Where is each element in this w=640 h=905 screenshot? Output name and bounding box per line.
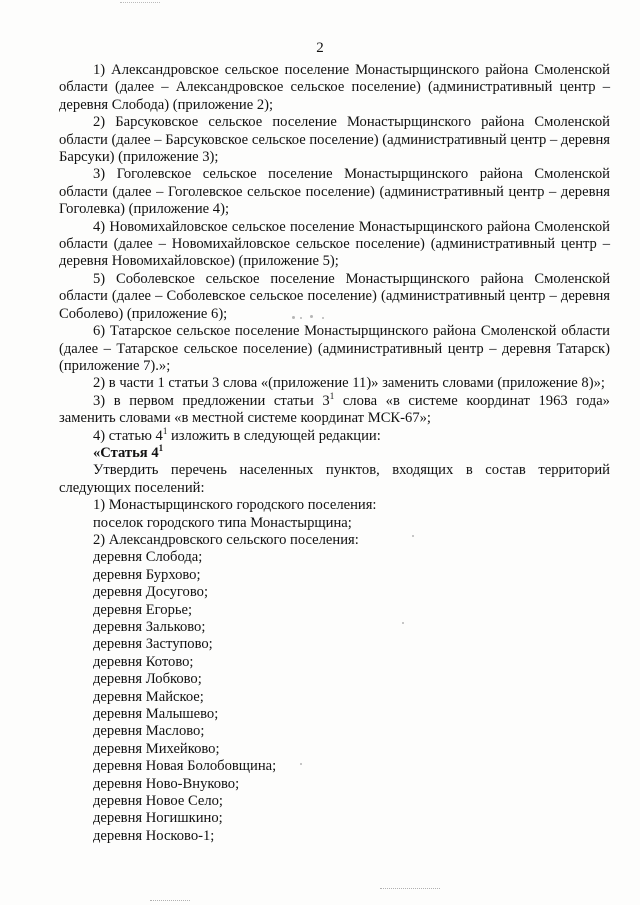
list-item: поселок городского типа Монастырщина; — [93, 514, 352, 531]
scan-speck — [300, 763, 302, 765]
amendment-3-superscript: 1 — [329, 390, 335, 401]
scan-speck — [322, 317, 324, 319]
list-item: деревня Носково-1; — [93, 827, 215, 844]
list-item: деревня Досугово; — [93, 584, 208, 601]
scan-artifact-bottom — [150, 900, 190, 901]
settlement-1-title: 1) Монастырщинского городского поселения: — [93, 497, 377, 514]
document-body — [59, 62, 610, 845]
list-item: деревня Майское; — [93, 688, 204, 705]
item-1: 1) Александровское сельское поселение Монастырщинского района Смоленской области (далее – Александровское сельское поселение) (административный центр – деревня Слобода) (приложение 2); — [59, 62, 610, 113]
amendment-2: 2) в части 1 статьи 3 слова «(приложение 11)» заменить словами (приложение 8)»; — [93, 375, 605, 392]
item-5: 5) Соболевское сельское поселение Монастырщинского района Смоленской области (далее – Соболевское сельское поселение) (административный центр – деревня Соболево) (приложение 6); — [59, 270, 610, 322]
amendment-3 — [59, 390, 610, 428]
list-item: деревня Егорье; — [93, 601, 193, 618]
list-item: деревня Заступово; — [93, 636, 213, 653]
article-heading — [59, 442, 610, 462]
item-2: 2) Барсуковское сельское поселение Монастырщинского района Смоленской области (далее – Барсуковское сельское поселение) (административный центр – деревня Барсуки) (приложение 3); — [59, 114, 610, 166]
scan-artifact-bottom — [380, 888, 440, 889]
scan-speck — [402, 622, 404, 624]
list-item: деревня Новое Село; — [93, 793, 223, 810]
list-item: деревня Михейково; — [93, 740, 220, 757]
list-item: деревня Малышево; — [93, 706, 219, 723]
list-item: деревня Новая Болобовщина; — [93, 758, 277, 775]
amendment-4-text-a: 4) статью 4 — [93, 427, 163, 444]
item-6: 6) Татарское сельское поселение Монастырщинского района Смоленской области (далее – Татарское сельское поселение) (административный центр – деревня Татарск) (приложение 7).»; — [59, 323, 610, 374]
list-item: деревня Ново-Внуково; — [93, 775, 240, 792]
scan-artifact-top — [120, 2, 160, 5]
list-item: деревня Котово; — [93, 653, 194, 670]
list-item: деревня Ногишкино; — [93, 810, 223, 827]
amendment-4-text-b: изложить в следующей редакции: — [167, 427, 381, 444]
article-intro: Утвердить перечень населенных пунктов, входящих в состав территорий следующих поселений: — [59, 462, 610, 496]
list-item: деревня Маслово; — [93, 723, 205, 740]
amendment-4 — [59, 425, 610, 445]
list-item: деревня Лобково; — [93, 671, 202, 688]
item-4: 4) Новомихайловское сельское поселение Монастырщинского района Смоленской области (далее – Новомихайловское сельское поселение) (административный центр – деревня Новомихайловское) (приложение 5); — [59, 218, 610, 270]
amendment-4-superscript: 1 — [162, 425, 168, 436]
article-heading-text: «Статья 4 — [93, 444, 159, 461]
list-item: деревня Зальково; — [93, 619, 206, 635]
scan-speck — [300, 317, 302, 319]
page-number: 2 — [316, 40, 324, 56]
article-heading-superscript: 1 — [158, 442, 164, 453]
item-3: 3) Гоголевское сельское поселение Монастырщинского района Смоленской области (далее – Гоголевское сельское поселение) (административный центр – деревня Гоголевка) (приложение 4); — [59, 166, 610, 218]
list-item: деревня Слобода; — [93, 549, 203, 566]
scan-speck — [292, 316, 295, 319]
amendment-3-text-a: 3) в первом предложении статьи 3 — [93, 392, 330, 409]
settlement-2-title: 2) Александровского сельского поселения: — [93, 531, 359, 548]
scan-speck — [310, 315, 313, 318]
amendment-3-text-b: слова «в системе координат 1963 года» заменить словами «в местной системе координат МСК-67»; — [59, 392, 610, 427]
list-item: деревня Бурхово; — [93, 566, 201, 583]
scan-speck — [412, 535, 414, 537]
